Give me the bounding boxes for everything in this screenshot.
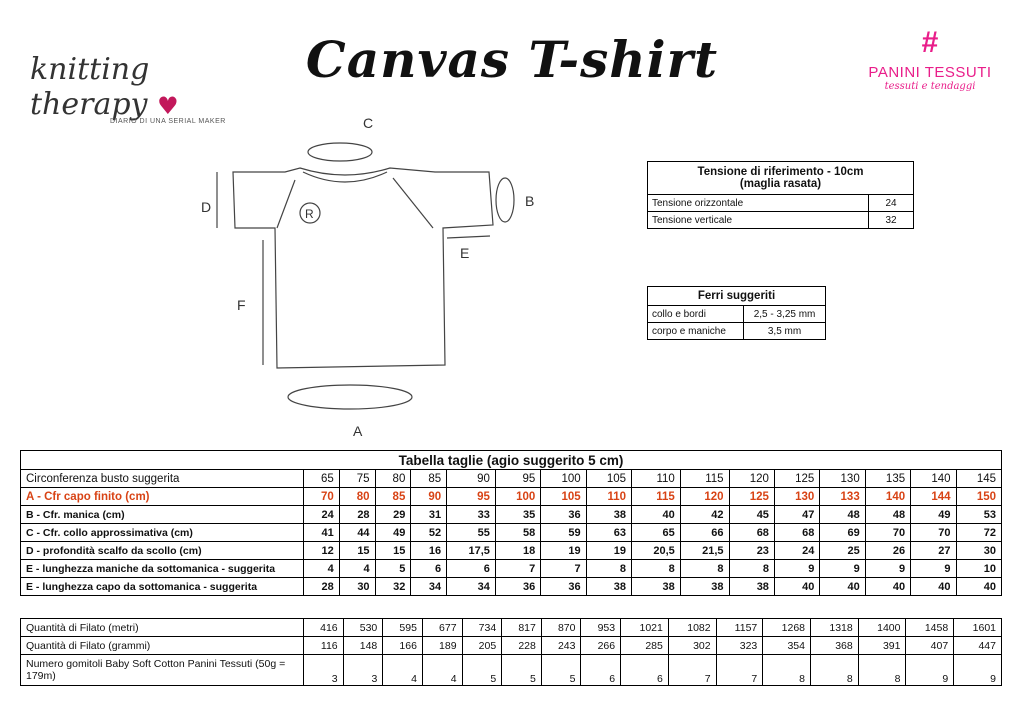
table-row bbox=[648, 306, 826, 323]
table-cell: 68 bbox=[774, 524, 819, 542]
table-row bbox=[21, 578, 1002, 596]
table-cell: 130 bbox=[820, 470, 865, 488]
table-cell: 70 bbox=[911, 524, 956, 542]
table-cell: 24 bbox=[774, 542, 819, 560]
table-cell: 9 bbox=[820, 560, 865, 578]
table-cell: 100 bbox=[541, 470, 586, 488]
table-cell: 35 bbox=[495, 506, 540, 524]
table-cell: 447 bbox=[954, 637, 1002, 655]
table-row bbox=[21, 542, 1002, 560]
table-cell: 95 bbox=[495, 470, 540, 488]
table-cell: 5 bbox=[541, 655, 581, 686]
row-label: Numero gomitoli Baby Soft Cotton Panini Tessuti (50g = 179m) bbox=[21, 655, 304, 686]
table-cell: 9 bbox=[906, 655, 954, 686]
table-cell: 5 bbox=[462, 655, 502, 686]
raglan-right bbox=[393, 178, 433, 228]
table-cell: 135 bbox=[865, 470, 910, 488]
table-cell: 677 bbox=[422, 619, 462, 637]
table-cell: 150 bbox=[956, 488, 1002, 506]
table-cell: 1458 bbox=[906, 619, 954, 637]
table-cell: 85 bbox=[375, 488, 411, 506]
table-cell: 140 bbox=[865, 488, 910, 506]
table-row bbox=[21, 506, 1002, 524]
table-cell: 40 bbox=[774, 578, 819, 596]
row-label: E - lunghezza maniche da sottomanica - suggerita bbox=[21, 560, 304, 578]
arrow-c-loop bbox=[308, 143, 372, 161]
table-cell: 144 bbox=[911, 488, 956, 506]
table-cell: 63 bbox=[586, 524, 631, 542]
table-cell: 105 bbox=[586, 470, 631, 488]
tension-subtitle: (maglia rasata) bbox=[739, 178, 822, 190]
table-cell: 34 bbox=[447, 578, 496, 596]
table-cell: 12 bbox=[304, 542, 340, 560]
table-cell: 17,5 bbox=[447, 542, 496, 560]
needles-title: Ferri suggeriti bbox=[648, 287, 826, 306]
table-cell: 90 bbox=[447, 470, 496, 488]
row-label: B - Cfr. manica (cm) bbox=[21, 506, 304, 524]
table-cell: 3 bbox=[343, 655, 383, 686]
table-cell: 30 bbox=[956, 542, 1002, 560]
page-title: Canvas T-shirt bbox=[305, 30, 719, 89]
table-cell: 8 bbox=[632, 560, 681, 578]
tension-value: 24 bbox=[869, 195, 914, 212]
size-table-caption: Tabella taglie (agio suggerito 5 cm) bbox=[21, 451, 1002, 470]
table-cell: 36 bbox=[541, 578, 586, 596]
table-cell: 59 bbox=[541, 524, 586, 542]
needles-table bbox=[647, 286, 826, 340]
table-cell: 33 bbox=[447, 506, 496, 524]
table-cell: 285 bbox=[621, 637, 669, 655]
table-cell: 65 bbox=[304, 470, 340, 488]
table-cell: 8 bbox=[680, 560, 729, 578]
table-cell: 189 bbox=[422, 637, 462, 655]
table-cell: 110 bbox=[632, 470, 681, 488]
table-cell: 4 bbox=[304, 560, 340, 578]
table-cell: 31 bbox=[411, 506, 447, 524]
table-cell: 69 bbox=[820, 524, 865, 542]
diagram-label-d: D bbox=[201, 199, 212, 215]
table-cell: 29 bbox=[375, 506, 411, 524]
diagram-label-r: R bbox=[305, 207, 314, 221]
table-cell: 391 bbox=[858, 637, 906, 655]
table-cell: 354 bbox=[763, 637, 811, 655]
table-cell: 44 bbox=[339, 524, 375, 542]
table-cell: 8 bbox=[586, 560, 631, 578]
table-cell: 41 bbox=[304, 524, 340, 542]
table-cell: 7 bbox=[668, 655, 716, 686]
table-cell: 42 bbox=[680, 506, 729, 524]
table-cell: 40 bbox=[956, 578, 1002, 596]
table-cell: 4 bbox=[383, 655, 423, 686]
table-cell: 47 bbox=[774, 506, 819, 524]
table-cell: 407 bbox=[906, 637, 954, 655]
table-cell: 5 bbox=[375, 560, 411, 578]
table-row bbox=[648, 323, 826, 340]
table-cell: 72 bbox=[956, 524, 1002, 542]
tension-title-text: Tensione di riferimento - 10cm bbox=[697, 166, 864, 178]
diagram-label-e: E bbox=[460, 245, 470, 261]
table-cell: 38 bbox=[632, 578, 681, 596]
table-row bbox=[21, 488, 1002, 506]
table-cell: 125 bbox=[774, 470, 819, 488]
brand-tagline: tessuti e tendaggi bbox=[884, 81, 976, 92]
row-label: Circonferenza busto suggerita bbox=[21, 470, 304, 488]
table-cell: 85 bbox=[411, 470, 447, 488]
table-cell: 148 bbox=[343, 637, 383, 655]
arrow-a-loop bbox=[288, 385, 412, 409]
table-cell: 6 bbox=[621, 655, 669, 686]
table-cell: 40 bbox=[820, 578, 865, 596]
tshirt-outline bbox=[233, 168, 493, 368]
table-cell: 26 bbox=[865, 542, 910, 560]
table-cell: 140 bbox=[911, 470, 956, 488]
table-cell: 36 bbox=[541, 506, 586, 524]
table-cell: 7 bbox=[495, 560, 540, 578]
table-cell: 80 bbox=[375, 470, 411, 488]
table-cell: 133 bbox=[820, 488, 865, 506]
table-cell: 120 bbox=[680, 488, 729, 506]
table-row bbox=[648, 195, 914, 212]
table-cell: 38 bbox=[586, 506, 631, 524]
logo-subtitle: DIARIO DI UNA SERIAL MAKER bbox=[110, 118, 226, 125]
table-cell: 817 bbox=[502, 619, 542, 637]
needle-value: 2,5 - 3,25 mm bbox=[744, 306, 826, 323]
table-cell: 145 bbox=[956, 470, 1002, 488]
table-cell: 228 bbox=[502, 637, 542, 655]
table-cell: 49 bbox=[911, 506, 956, 524]
table-cell: 4 bbox=[422, 655, 462, 686]
table-cell: 38 bbox=[680, 578, 729, 596]
table-cell: 52 bbox=[411, 524, 447, 542]
table-cell: 90 bbox=[411, 488, 447, 506]
heart-icon: ♥ bbox=[157, 92, 179, 120]
table-cell: 7 bbox=[541, 560, 586, 578]
table-cell: 49 bbox=[375, 524, 411, 542]
table-cell: 7 bbox=[716, 655, 763, 686]
table-cell: 9 bbox=[865, 560, 910, 578]
table-cell: 870 bbox=[541, 619, 581, 637]
table-cell: 1021 bbox=[621, 619, 669, 637]
table-cell: 48 bbox=[820, 506, 865, 524]
table-cell: 3 bbox=[304, 655, 344, 686]
needle-label: corpo e maniche bbox=[648, 323, 744, 340]
table-cell: 8 bbox=[729, 560, 774, 578]
table-cell: 1400 bbox=[858, 619, 906, 637]
table-cell: 21,5 bbox=[680, 542, 729, 560]
table-cell: 16 bbox=[411, 542, 447, 560]
table-cell: 9 bbox=[774, 560, 819, 578]
table-cell: 8 bbox=[763, 655, 811, 686]
size-table bbox=[20, 450, 1002, 596]
table-cell: 116 bbox=[304, 637, 344, 655]
table-row bbox=[21, 637, 1002, 655]
table-cell: 595 bbox=[383, 619, 423, 637]
logo-script-text: knitting therapy bbox=[30, 52, 150, 122]
table-cell: 205 bbox=[462, 637, 502, 655]
row-label: C - Cfr. collo approssimativa (cm) bbox=[21, 524, 304, 542]
table-cell: 70 bbox=[865, 524, 910, 542]
raglan-left bbox=[277, 180, 295, 228]
table-cell: 8 bbox=[858, 655, 906, 686]
table-cell: 105 bbox=[541, 488, 586, 506]
table-cell: 6 bbox=[581, 655, 621, 686]
table-row bbox=[648, 212, 914, 229]
table-cell: 323 bbox=[716, 637, 763, 655]
row-label: D - profondità scalfo da scollo (cm) bbox=[21, 542, 304, 560]
table-cell: 100 bbox=[495, 488, 540, 506]
table-cell: 1082 bbox=[668, 619, 716, 637]
table-cell: 115 bbox=[680, 470, 729, 488]
table-cell: 9 bbox=[954, 655, 1002, 686]
table-row bbox=[21, 524, 1002, 542]
table-cell: 23 bbox=[729, 542, 774, 560]
table-cell: 1157 bbox=[716, 619, 763, 637]
table-cell: 1268 bbox=[763, 619, 811, 637]
diagram-label-a: A bbox=[353, 423, 363, 439]
needle-value: 3,5 mm bbox=[744, 323, 826, 340]
arrow-b-loop bbox=[496, 178, 514, 222]
table-cell: 6 bbox=[411, 560, 447, 578]
table-cell: 65 bbox=[632, 524, 681, 542]
needle-label: collo e bordi bbox=[648, 306, 744, 323]
table-cell: 19 bbox=[541, 542, 586, 560]
diagram-label-c: C bbox=[363, 115, 374, 131]
table-cell: 302 bbox=[668, 637, 716, 655]
table-cell: 25 bbox=[820, 542, 865, 560]
table-cell: 40 bbox=[865, 578, 910, 596]
table-cell: 15 bbox=[339, 542, 375, 560]
diagram-label-f: F bbox=[237, 297, 246, 313]
table-cell: 36 bbox=[495, 578, 540, 596]
row-label: A - Cfr capo finito (cm) bbox=[21, 488, 304, 506]
table-cell: 95 bbox=[447, 488, 496, 506]
table-cell: 110 bbox=[586, 488, 631, 506]
row-label: Quantità di Filato (grammi) bbox=[21, 637, 304, 655]
table-cell: 5 bbox=[502, 655, 542, 686]
diagram-label-b: B bbox=[525, 193, 535, 209]
table-cell: 55 bbox=[447, 524, 496, 542]
table-cell: 40 bbox=[911, 578, 956, 596]
table-cell: 19 bbox=[586, 542, 631, 560]
table-cell: 40 bbox=[632, 506, 681, 524]
table-cell: 120 bbox=[729, 470, 774, 488]
table-cell: 38 bbox=[586, 578, 631, 596]
table-cell: 28 bbox=[339, 506, 375, 524]
table-cell: 68 bbox=[729, 524, 774, 542]
table-cell: 30 bbox=[339, 578, 375, 596]
table-cell: 416 bbox=[304, 619, 344, 637]
table-cell: 243 bbox=[541, 637, 581, 655]
table-cell: 166 bbox=[383, 637, 423, 655]
table-cell: 6 bbox=[447, 560, 496, 578]
table-cell: 734 bbox=[462, 619, 502, 637]
table-cell: 4 bbox=[339, 560, 375, 578]
tension-value: 32 bbox=[869, 212, 914, 229]
table-cell: 1601 bbox=[954, 619, 1002, 637]
tension-label: Tensione verticale bbox=[648, 212, 869, 229]
tension-title bbox=[648, 162, 914, 195]
table-cell: 58 bbox=[495, 524, 540, 542]
panini-tessuti-logo bbox=[860, 28, 1000, 92]
table-row bbox=[21, 619, 1002, 637]
table-cell: 80 bbox=[339, 488, 375, 506]
table-cell: 530 bbox=[343, 619, 383, 637]
table-cell: 20,5 bbox=[632, 542, 681, 560]
table-cell: 28 bbox=[304, 578, 340, 596]
table-cell: 10 bbox=[956, 560, 1002, 578]
table-cell: 18 bbox=[495, 542, 540, 560]
table-row bbox=[21, 470, 1002, 488]
table-row bbox=[21, 655, 1002, 686]
brand-name: PANINI TESSUTI bbox=[868, 64, 992, 81]
table-cell: 75 bbox=[339, 470, 375, 488]
table-cell: 45 bbox=[729, 506, 774, 524]
hashtag-icon: # bbox=[921, 26, 939, 59]
tension-label: Tensione orizzontale bbox=[648, 195, 869, 212]
yarn-table bbox=[20, 618, 1002, 686]
table-cell: 115 bbox=[632, 488, 681, 506]
table-cell: 34 bbox=[411, 578, 447, 596]
table-cell: 48 bbox=[865, 506, 910, 524]
table-cell: 27 bbox=[911, 542, 956, 560]
row-label: E - lunghezza capo da sottomanica - suggerita bbox=[21, 578, 304, 596]
table-cell: 53 bbox=[956, 506, 1002, 524]
table-cell: 66 bbox=[680, 524, 729, 542]
table-cell: 32 bbox=[375, 578, 411, 596]
table-cell: 24 bbox=[304, 506, 340, 524]
row-label: Quantità di Filato (metri) bbox=[21, 619, 304, 637]
table-cell: 1318 bbox=[811, 619, 859, 637]
table-cell: 70 bbox=[304, 488, 340, 506]
table-cell: 125 bbox=[729, 488, 774, 506]
table-cell: 266 bbox=[581, 637, 621, 655]
table-cell: 130 bbox=[774, 488, 819, 506]
table-cell: 8 bbox=[811, 655, 859, 686]
table-cell: 953 bbox=[581, 619, 621, 637]
table-cell: 9 bbox=[911, 560, 956, 578]
neckline bbox=[303, 172, 387, 182]
table-cell: 368 bbox=[811, 637, 859, 655]
table-row bbox=[21, 560, 1002, 578]
tshirt-diagram bbox=[195, 110, 555, 440]
tension-table bbox=[647, 161, 914, 229]
table-cell: 15 bbox=[375, 542, 411, 560]
table-cell: 38 bbox=[729, 578, 774, 596]
arrow-e-line bbox=[447, 236, 490, 238]
